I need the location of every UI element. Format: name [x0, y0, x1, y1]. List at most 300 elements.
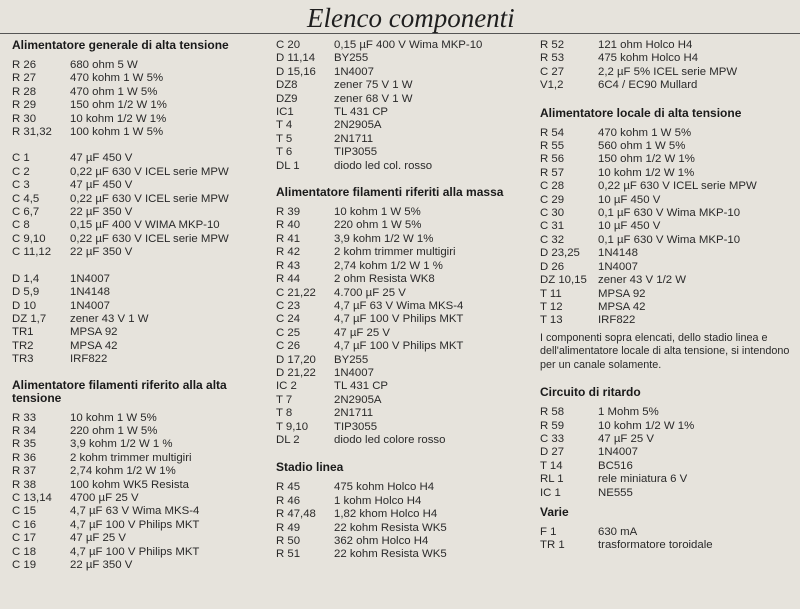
component-row — [540, 140, 796, 153]
component-row — [540, 473, 796, 486]
component-row — [540, 127, 796, 140]
section — [540, 386, 796, 500]
page-title: Elenco componenti — [307, 3, 515, 33]
component-ref: C 30 — [540, 207, 565, 220]
component-value: 1N4007 — [334, 65, 374, 78]
component-ref: T 14 — [540, 459, 563, 472]
component-ref: R 55 — [540, 140, 565, 153]
title-rule — [0, 33, 800, 34]
component-value: MPSA 92 — [598, 287, 646, 300]
component-value: 22 µF 350 V — [70, 206, 133, 219]
component-value: IRF822 — [70, 353, 108, 366]
component-value: 2,2 µF 5% ICEL serie MPW — [598, 65, 738, 78]
component-ref: T 4 — [276, 119, 293, 132]
component-value: 121 ohm Holco H4 — [598, 39, 693, 51]
component-ref: R 41 — [276, 232, 301, 245]
component-ref: R 45 — [276, 481, 301, 494]
component-ref: R 40 — [276, 219, 301, 232]
component-row — [276, 495, 538, 508]
component-ref: T 9,10 — [276, 420, 309, 433]
component-row — [276, 340, 538, 353]
component-value: 10 kohm 1 W 5% — [334, 206, 421, 219]
component-value: 4,7 µF 100 V Philips MKT — [334, 340, 464, 353]
component-value: 1N4148 — [70, 286, 110, 299]
component-ref: D 1,4 — [12, 272, 40, 285]
component-value: 100 kohm 1 W 5% — [70, 126, 164, 139]
component-ref: D 10 — [12, 299, 37, 312]
component-value: IRF822 — [598, 314, 636, 327]
component-ref: T 8 — [276, 407, 293, 420]
component-row — [540, 288, 796, 301]
component-row — [12, 72, 274, 85]
component-ref: DZ 10,15 — [540, 274, 587, 287]
component-ref: TR2 — [12, 339, 34, 352]
section-heading: Varie — [540, 505, 569, 520]
component-ref: R 36 — [12, 451, 37, 464]
component-row — [276, 106, 538, 119]
component-value: 2 kohm trimmer multigiri — [70, 451, 192, 464]
component-row — [276, 246, 538, 259]
component-value: 2N2905A — [334, 393, 382, 406]
group-gap — [12, 139, 274, 152]
component-value: 4,7 µF 100 V Philips MKT — [334, 313, 464, 326]
component-value: TIP3055 — [334, 146, 378, 159]
component-value: 0,22 µF 630 V ICEL serie MPW — [598, 180, 757, 193]
component-row — [540, 274, 796, 287]
component-value: 4.700 µF 25 V — [334, 286, 406, 299]
section-heading: Alimentatore filamenti riferito alla alta tensione — [12, 377, 227, 405]
component-row — [276, 52, 538, 65]
component-row — [12, 425, 274, 438]
component-value: 4,7 µF 100 V Philips MKT — [70, 518, 200, 531]
component-row — [540, 39, 796, 52]
component-value: 475 kohm Holco H4 — [598, 52, 699, 65]
component-ref: C 4,5 — [12, 192, 40, 205]
component-row — [12, 273, 274, 286]
component-ref: C 21,22 — [276, 286, 316, 299]
component-value: 0,15 µF 400 V Wima MKP-10 — [334, 39, 483, 51]
component-value: 0,22 µF 630 V ICEL serie MPW — [70, 192, 229, 205]
component-value: 10 kohm 1/2 W 1% — [598, 419, 695, 432]
component-value: zener 75 V 1 W — [334, 79, 413, 92]
component-ref: C 17 — [12, 532, 37, 545]
component-value: 0,1 µF 630 V Wima MKP-10 — [598, 207, 741, 220]
component-ref: R 35 — [12, 438, 37, 451]
component-ref: TR3 — [12, 353, 34, 366]
component-row — [12, 99, 274, 112]
component-ref: D 26 — [540, 260, 565, 273]
component-ref: C 29 — [540, 193, 565, 206]
component-value: 22 µF 350 V — [70, 559, 133, 571]
component-row — [540, 539, 796, 552]
component-ref: D 15,16 — [276, 65, 316, 78]
component-row — [540, 301, 796, 314]
component-ref: F 1 — [540, 526, 557, 539]
component-value: 1N4148 — [598, 247, 638, 260]
component-ref: C 11,12 — [12, 246, 52, 259]
component-row — [276, 287, 538, 300]
component-ref: R 46 — [276, 494, 301, 507]
component-row — [276, 367, 538, 380]
component-row — [540, 446, 796, 459]
component-row — [12, 438, 274, 451]
group-gap — [12, 260, 274, 273]
component-value: 2,74 kohm 1/2 W 1% — [70, 465, 176, 478]
component-row — [540, 247, 796, 260]
component-ref: C 31 — [540, 220, 565, 233]
component-ref: R 56 — [540, 153, 565, 166]
component-row — [12, 412, 274, 425]
component-row — [276, 119, 538, 132]
component-value: 3,9 kohm 1/2 W 1 % — [70, 438, 173, 451]
component-value: 1 Mohm 5% — [598, 406, 659, 419]
component-row — [276, 79, 538, 92]
component-value: 10 kohm 1 W 5% — [70, 411, 157, 424]
component-value: 10 kohm 1/2 W 1% — [598, 166, 695, 179]
component-ref: C 19 — [12, 559, 37, 571]
section — [540, 107, 796, 373]
component-value: 0,15 µF 400 V WIMA MKP-10 — [70, 219, 220, 232]
component-ref: R 51 — [276, 548, 301, 561]
component-value: 1 kohm Holco H4 — [334, 494, 422, 507]
component-value: 22 kohm Resista WK5 — [334, 548, 447, 561]
section — [276, 461, 538, 561]
section-heading: Circuito di ritardo — [540, 385, 641, 400]
component-value: 22 µF 350 V — [70, 246, 133, 259]
component-row — [12, 152, 274, 165]
component-row — [276, 39, 538, 52]
component-row — [540, 194, 796, 207]
component-value: 1N4007 — [598, 260, 638, 273]
column-1 — [12, 39, 274, 578]
component-value: TL 431 CP — [334, 380, 389, 393]
component-value: 0,22 µF 630 V ICEL serie MPW — [70, 232, 229, 245]
component-row — [12, 340, 274, 353]
component-row — [540, 66, 796, 79]
component-value: 150 ohm 1/2 W 1% — [70, 99, 167, 112]
component-row — [12, 519, 274, 532]
note-paragraph: I componenti sopra elencati, dello stadio linea e dell'alimentatore locale di alta tensione, si intendono per un canale solamente. — [540, 331, 790, 371]
component-ref: C 13,14 — [12, 491, 52, 504]
section-heading: Alimentatore generale di alta tensione — [12, 38, 229, 52]
component-row — [12, 326, 274, 339]
component-value: trasformatore toroidale — [598, 539, 713, 552]
component-ref: T 7 — [276, 393, 293, 406]
component-ref: D 23,25 — [540, 247, 580, 260]
component-value: 470 kohm 1 W 5% — [70, 72, 164, 85]
component-row — [276, 66, 538, 79]
component-row — [276, 548, 538, 561]
component-row — [540, 153, 796, 166]
component-ref: DZ9 — [276, 92, 298, 105]
component-row — [12, 532, 274, 545]
component-row — [276, 313, 538, 326]
component-ref: V1,2 — [540, 79, 564, 92]
component-row — [276, 133, 538, 146]
component-row — [12, 559, 274, 572]
component-ref: R 33 — [12, 411, 37, 424]
component-row — [12, 546, 274, 559]
component-row — [540, 79, 796, 92]
component-value: 220 ohm 1 W 5% — [70, 424, 158, 437]
component-row — [12, 59, 274, 72]
component-row — [540, 180, 796, 193]
component-row — [12, 219, 274, 232]
component-ref: R 43 — [276, 259, 301, 272]
component-ref: C 1 — [12, 152, 30, 165]
component-ref: R 57 — [540, 166, 565, 179]
component-ref: C 8 — [12, 219, 30, 232]
component-ref: DZ 1,7 — [12, 312, 47, 325]
component-value: zener 43 V 1 W — [70, 312, 149, 325]
component-value: 150 ohm 1/2 W 1% — [598, 153, 695, 166]
component-value: 1N4007 — [334, 366, 374, 379]
component-row — [12, 126, 274, 139]
component-value: 1,82 khom Holco H4 — [334, 508, 438, 521]
section — [540, 39, 796, 93]
component-row — [12, 206, 274, 219]
component-value: 22 kohm Resista WK5 — [334, 521, 447, 534]
section — [540, 506, 796, 553]
component-value: 362 ohm Holco H4 — [334, 535, 429, 547]
component-ref: R 31,32 — [12, 126, 52, 139]
component-value: MPSA 42 — [70, 339, 118, 352]
component-ref: IC 1 — [540, 486, 561, 499]
title-bar — [0, 0, 800, 36]
component-row — [12, 246, 274, 259]
component-row — [12, 452, 274, 465]
component-ref: R 34 — [12, 424, 37, 437]
component-row — [12, 233, 274, 246]
component-row — [276, 233, 538, 246]
component-ref: DL 2 — [276, 433, 300, 446]
component-row — [276, 508, 538, 521]
component-row — [540, 207, 796, 220]
component-value: 2N1711 — [334, 407, 374, 420]
component-value: 47 µF 25 V — [70, 532, 126, 545]
component-ref: C 20 — [276, 39, 301, 51]
component-value: MPSA 42 — [598, 300, 646, 313]
component-value: 1N4007 — [70, 272, 110, 285]
component-ref: RL 1 — [540, 473, 564, 486]
component-value: 4,7 µF 63 V Wima MKS-4 — [334, 299, 464, 312]
component-row — [276, 421, 538, 434]
section — [276, 39, 538, 173]
component-value: 4,7 µF 100 V Philips MKT — [70, 545, 200, 558]
component-ref: C 32 — [540, 233, 565, 246]
component-value: 10 kohm 1/2 W 1% — [70, 112, 167, 125]
component-row — [540, 261, 796, 274]
component-ref: R 52 — [540, 39, 565, 51]
component-row — [276, 394, 538, 407]
component-value: 220 ohm 1 W 5% — [334, 219, 422, 232]
component-ref: C 9,10 — [12, 232, 46, 245]
component-ref: D 27 — [540, 446, 565, 459]
component-value: 2N1711 — [334, 132, 374, 145]
component-ref: R 59 — [540, 419, 565, 432]
component-ref: R 58 — [540, 406, 565, 419]
component-ref: R 27 — [12, 72, 37, 85]
section-heading: Alimentatore locale di alta tensione — [540, 105, 742, 120]
component-ref: D 21,22 — [276, 366, 316, 379]
component-ref: C 3 — [12, 179, 30, 192]
section — [12, 379, 274, 573]
component-row — [540, 220, 796, 233]
component-ref: C 15 — [12, 505, 37, 518]
component-ref: C 18 — [12, 545, 37, 558]
component-row — [276, 407, 538, 420]
component-row — [276, 535, 538, 548]
component-row — [540, 420, 796, 433]
component-row — [540, 406, 796, 419]
component-row — [12, 86, 274, 99]
component-ref: TR1 — [12, 326, 34, 339]
component-value: 0,22 µF 630 V ICEL serie MPW — [70, 165, 229, 178]
component-ref: DZ8 — [276, 79, 298, 92]
component-row — [540, 314, 796, 327]
component-ref: R 30 — [12, 112, 37, 125]
component-row — [276, 93, 538, 106]
component-ref: R 47,48 — [276, 508, 316, 521]
component-value: 47 µF 25 V — [334, 326, 390, 339]
component-ref: IC 2 — [276, 380, 297, 393]
component-value: TL 431 CP — [334, 106, 389, 119]
component-ref: R 50 — [276, 535, 301, 547]
component-ref: C 16 — [12, 518, 37, 531]
component-ref: R 29 — [12, 99, 37, 112]
component-value: TIP3055 — [334, 420, 378, 433]
component-value: rele miniatura 6 V — [598, 473, 688, 486]
component-value: 2,74 kohm 1/2 W 1 % — [334, 259, 443, 272]
component-row — [12, 193, 274, 206]
component-ref: T 13 — [540, 314, 563, 327]
component-row — [276, 260, 538, 273]
component-ref: D 5,9 — [12, 286, 40, 299]
component-row — [276, 354, 538, 367]
component-ref: C 26 — [276, 340, 301, 353]
section-heading: Alimentatore filamenti riferiti alla massa — [276, 185, 504, 200]
component-ref: IC1 — [276, 106, 294, 119]
column-3 — [540, 39, 796, 559]
component-value: 47 µF 450 V — [70, 152, 133, 165]
component-row — [276, 273, 538, 286]
component-value: 10 µF 450 V — [598, 220, 661, 233]
component-row — [12, 166, 274, 179]
component-ref: C 33 — [540, 433, 565, 446]
component-row — [12, 179, 274, 192]
column-2 — [276, 39, 538, 568]
component-value: 475 kohm Holco H4 — [334, 481, 435, 494]
component-value: 470 kohm 1 W 5% — [598, 126, 692, 139]
component-ref: R 38 — [12, 478, 37, 491]
component-value: BY255 — [334, 353, 369, 366]
component-ref: C 6,7 — [12, 206, 40, 219]
component-ref: R 39 — [276, 206, 301, 219]
component-ref: R 37 — [12, 465, 37, 478]
component-row — [12, 300, 274, 313]
component-row — [12, 465, 274, 478]
component-ref: C 23 — [276, 299, 301, 312]
section-heading: Stadio linea — [276, 460, 344, 475]
component-row — [540, 167, 796, 180]
component-value: BC516 — [598, 459, 633, 472]
component-row — [12, 286, 274, 299]
component-row — [12, 479, 274, 492]
component-row — [12, 353, 274, 366]
component-ref: T 11 — [540, 287, 562, 300]
component-value: 3,9 kohm 1/2 W 1% — [334, 232, 434, 245]
component-value: zener 68 V 1 W — [334, 92, 413, 105]
component-ref: R 42 — [276, 246, 301, 259]
component-row — [276, 300, 538, 313]
component-row — [276, 219, 538, 232]
component-value: BY255 — [334, 52, 369, 65]
component-value: 4700 µF 25 V — [70, 491, 139, 504]
component-value: 10 µF 450 V — [598, 193, 661, 206]
component-value: 2 ohm Resista WK8 — [334, 273, 435, 286]
component-ref: C 28 — [540, 180, 565, 193]
component-ref: D 17,20 — [276, 353, 316, 366]
component-ref: T 6 — [276, 146, 293, 159]
component-row — [540, 526, 796, 539]
component-value: diodo led col. rosso — [334, 159, 433, 172]
component-ref: R 49 — [276, 521, 301, 534]
component-ref: C 27 — [540, 65, 565, 78]
component-value: diodo led colore rosso — [334, 433, 446, 446]
component-value: 100 kohm WK5 Resista — [70, 478, 190, 491]
component-row — [276, 327, 538, 340]
section — [12, 39, 274, 367]
component-row — [12, 113, 274, 126]
component-ref: R 44 — [276, 273, 301, 286]
component-value: MPSA 92 — [70, 326, 118, 339]
component-ref: TR 1 — [540, 539, 565, 552]
component-row — [276, 380, 538, 393]
component-value: 680 ohm 5 W — [70, 59, 138, 71]
component-ref: R 26 — [12, 59, 37, 71]
component-ref: R 28 — [12, 85, 37, 98]
component-row — [12, 313, 274, 326]
component-value: zener 43 V 1/2 W — [598, 274, 687, 287]
component-value: 1N4007 — [598, 446, 638, 459]
component-ref: R 54 — [540, 126, 565, 139]
component-value: 470 ohm 1 W 5% — [70, 85, 158, 98]
component-row — [540, 234, 796, 247]
component-value: 4,7 µF 63 V Wima MKS-4 — [70, 505, 200, 518]
component-value: 1N4007 — [70, 299, 110, 312]
component-row — [12, 505, 274, 518]
component-row — [276, 146, 538, 159]
component-row — [540, 52, 796, 65]
component-ref: C 25 — [276, 326, 301, 339]
component-value: 560 ohm 1 W 5% — [598, 140, 686, 153]
component-ref: DL 1 — [276, 159, 300, 172]
component-value: 630 mA — [598, 526, 638, 539]
component-ref: T 12 — [540, 300, 563, 313]
component-value: 47 µF 450 V — [70, 179, 133, 192]
component-row — [540, 433, 796, 446]
component-value: 2 kohm trimmer multigiri — [334, 246, 456, 259]
component-value: 6C4 / EC90 Mullard — [598, 79, 698, 92]
component-ref: T 5 — [276, 132, 293, 145]
component-ref: D 11,14 — [276, 52, 316, 65]
component-row — [276, 206, 538, 219]
component-value: 2N2905A — [334, 119, 382, 132]
component-row — [540, 487, 796, 500]
component-ref: C 2 — [12, 165, 30, 178]
component-value: 47 µF 25 V — [598, 433, 654, 446]
component-row — [12, 492, 274, 505]
